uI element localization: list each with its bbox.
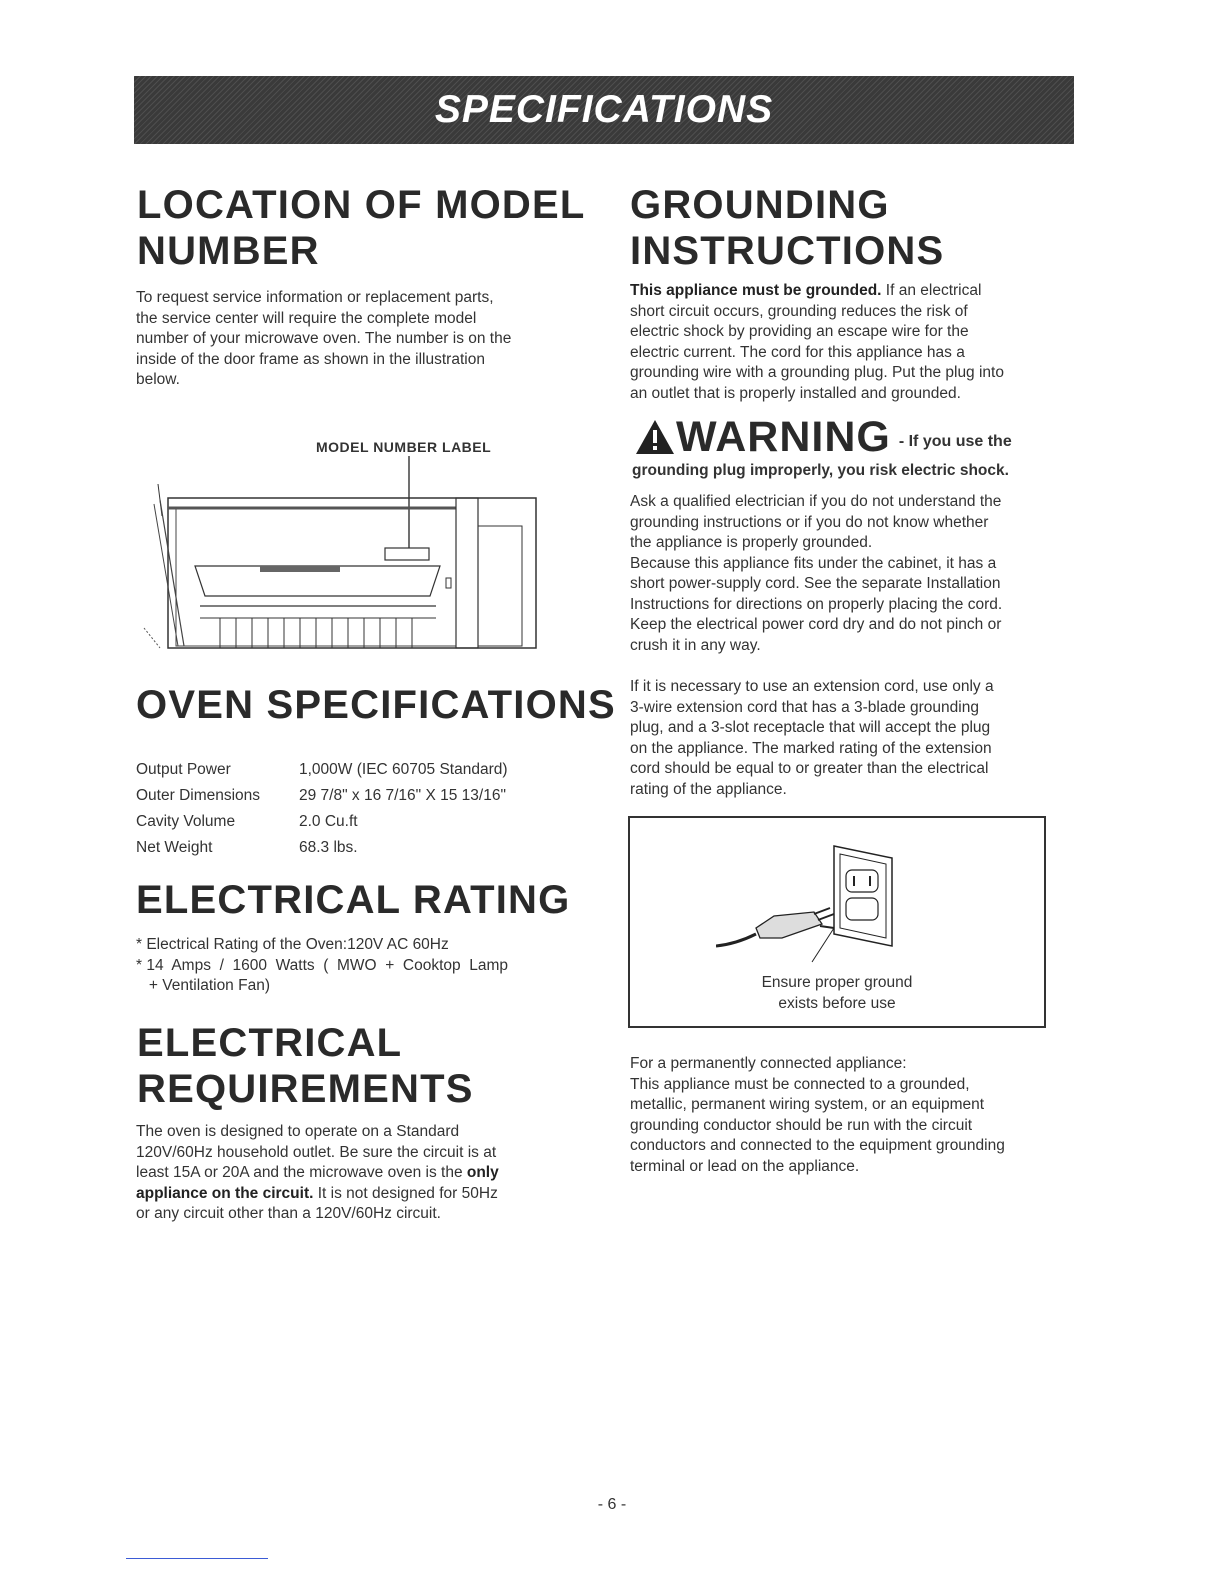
body-line: electric shock by providing an escape wire for the — [630, 323, 969, 340]
body-line: grounding instructions or if you do not know whether — [630, 513, 989, 531]
grounding-heading — [630, 182, 944, 274]
body-line: Ask a qualified electrician if you do not understand the — [630, 493, 1002, 510]
extension-cord-body — [630, 677, 1060, 800]
grounded-plug-outlet-illustration — [716, 842, 916, 970]
body-line: terminal or lead on the appliance. — [630, 1157, 860, 1175]
location-heading-line1: LOCATION OF MODEL — [137, 183, 586, 227]
permanent-connection-body — [630, 1054, 1060, 1177]
section-banner — [134, 76, 1074, 144]
spec-row — [136, 839, 508, 865]
body-line: It is not designed for 50Hz — [313, 1184, 498, 1202]
electrical-rating-body — [136, 935, 536, 997]
electrical-rating-heading: ELECTRICAL RATING — [136, 878, 571, 922]
body-line: If it is necessary to use an extension cord, use only a — [630, 678, 994, 695]
body-line: number of your microwave oven. The number is on the — [136, 330, 512, 347]
spec-label: Output Power — [136, 761, 231, 778]
grounding-body — [630, 281, 1060, 404]
microwave-door-frame-illustration — [140, 456, 550, 650]
body-line: least 15A or 20A and the microwave oven is the — [136, 1164, 467, 1181]
body-line: The oven is designed to operate on a Standard — [136, 1123, 460, 1140]
warning-title: WARNING — [676, 413, 891, 461]
body-line: grounding conductor should be run with the circuit — [630, 1116, 973, 1134]
figure-caption — [628, 972, 1046, 1014]
oven-specs-table — [136, 761, 508, 865]
spec-row — [136, 813, 508, 839]
location-heading-line2: NUMBER — [137, 229, 320, 273]
spec-value: 68.3 lbs. — [299, 839, 358, 856]
body-line: conductors and connected to the equipment grounding — [630, 1137, 1005, 1154]
electrical-requirements-body — [136, 1122, 546, 1225]
body-line: If an electrical — [881, 282, 982, 299]
body-line: * Electrical Rating of the Oven:120V AC 60Hz — [136, 936, 449, 953]
body-line: the appliance is properly grounded. — [630, 534, 873, 551]
caption-line: Ensure proper ground — [761, 974, 913, 991]
electrical-requirements-heading-line2: REQUIREMENTS — [137, 1067, 474, 1111]
body-line: electric current. The cord for this appliance has a — [630, 343, 965, 361]
spec-value: 2.0 Cu.ft — [299, 813, 358, 830]
spec-label: Net Weight — [136, 839, 213, 856]
body-line: To request service information or replacement parts, — [136, 289, 494, 306]
warning-subline: grounding plug improperly, you risk electric shock. — [632, 462, 1009, 479]
body-line: inside of the door frame as shown in the illustration — [136, 350, 485, 368]
spec-label: Outer Dimensions — [136, 787, 261, 804]
body-line: 120V/60Hz household outlet. Be sure the circuit is at — [136, 1143, 497, 1161]
emphasis-text: This appliance must be grounded. — [630, 282, 882, 299]
grounding-heading-line2: INSTRUCTIONS — [630, 229, 945, 273]
body-line: or any circuit other than a 120V/60Hz circuit. — [136, 1205, 441, 1222]
location-body — [136, 288, 576, 391]
spec-row — [136, 761, 508, 787]
electrical-requirements-heading — [137, 1020, 474, 1112]
caption-line: exists before use — [778, 995, 896, 1012]
page-number: - 6 - — [597, 1496, 627, 1513]
body-line: below. — [136, 371, 180, 388]
body-line: short power-supply cord. See the separate Installation — [630, 575, 1001, 592]
warning-header — [634, 414, 1012, 460]
body-line: Because this appliance fits under the cabinet, it has a — [630, 554, 997, 572]
body-line: grounding wire with a grounding plug. Put the plug into — [630, 364, 1004, 381]
body-line: Keep the electrical power cord dry and do not pinch or — [630, 616, 1002, 633]
body-line: on the appliance. The marked rating of the extension — [630, 739, 992, 757]
location-heading — [137, 182, 586, 274]
body-line: Instructions for directions on properly placing the cord. — [630, 595, 1003, 613]
spec-row — [136, 787, 508, 813]
body-line: * 14 Amps / 1600 Watts ( MWO + Cooktop Lamp — [136, 956, 508, 974]
body-line: plug, and a 3-slot receptacle that will accept the plug — [630, 719, 991, 736]
body-line: short circuit occurs, grounding reduces the risk of — [630, 302, 968, 320]
body-line: an outlet that is properly installed and grounded. — [630, 384, 961, 402]
grounding-heading-line1: GROUNDING — [630, 183, 890, 227]
warning-triangle-icon — [634, 418, 676, 456]
body-line: crush it in any way. — [630, 636, 761, 654]
spec-label: Cavity Volume — [136, 813, 236, 830]
body-line: rating of the appliance. — [630, 780, 787, 798]
footer-divider — [126, 1558, 268, 1559]
body-line: 3-wire extension cord that has a 3-blade grounding — [630, 698, 979, 716]
body-line: metallic, permanent wiring system, or an equipment — [630, 1096, 985, 1113]
spec-value: 29 7/8" x 16 7/16" X 15 13/16" — [299, 787, 506, 804]
emphasis-text: appliance on the circuit. — [136, 1184, 314, 1202]
body-line: For a permanently connected appliance: — [630, 1055, 907, 1072]
body-line: cord should be equal to or greater than the electrical — [630, 760, 989, 777]
warning-body — [630, 492, 1060, 656]
body-line: This appliance must be connected to a grounded, — [630, 1075, 970, 1093]
body-line: + Ventilation Fan) — [136, 977, 270, 994]
emphasis-text: only — [466, 1164, 499, 1181]
warning-inline-text: - If you use the — [898, 433, 1012, 450]
electrical-requirements-heading-line1: ELECTRICAL — [137, 1021, 403, 1065]
body-line: the service center will require the complete model — [136, 309, 477, 327]
banner-title: SPECIFICATIONS — [434, 88, 774, 131]
spec-value: 1,000W (IEC 60705 Standard) — [299, 761, 508, 778]
model-number-label-caption: MODEL NUMBER LABEL — [316, 439, 492, 455]
oven-specs-heading: OVEN SPECIFICATIONS — [136, 683, 616, 727]
